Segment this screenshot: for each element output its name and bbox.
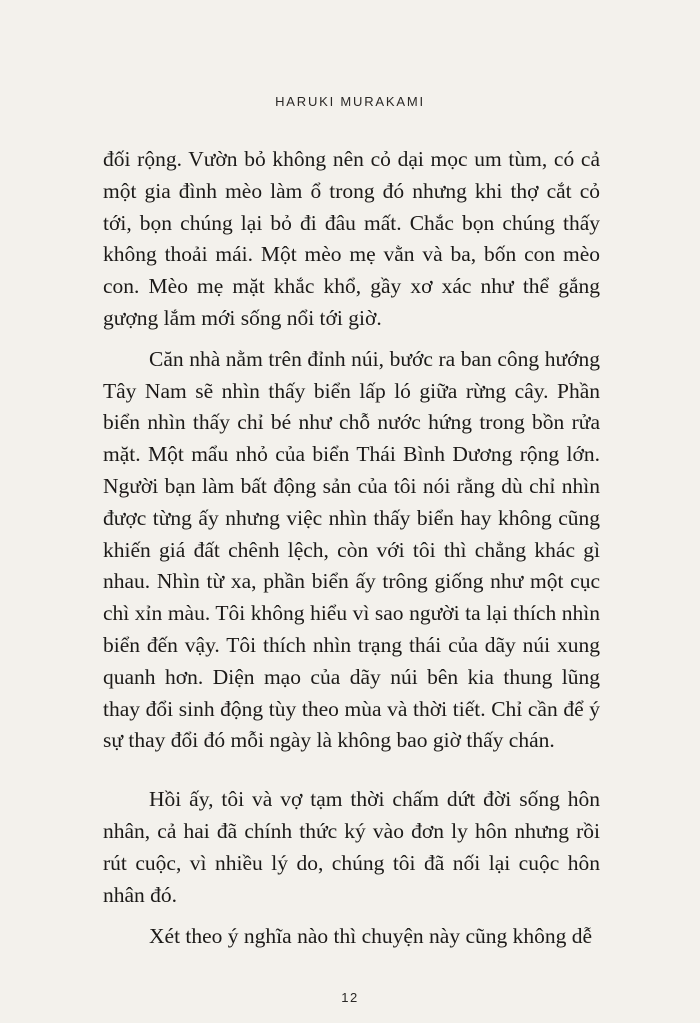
running-head: HARUKI MURAKAMI bbox=[275, 94, 425, 109]
paragraph-4: Xét theo ý nghĩa nào thì chuyện này cũng không dễ bbox=[149, 924, 593, 949]
paragraph-1: đối rộng. Vườn bỏ không nên cỏ dại mọc um tùm, có cả một gia đình mèo làm ổ trong đó nhưng khi thợ cắt cỏ tới, bọn chúng lại bỏ đi đâu mất. Chắc bọn chúng thấy không thoải mái. Một mèo mẹ vằn và ba, bốn con mèo con. Mèo mẹ mặt khắc khổ, gầy xơ xác như thể gắng gượng lắm mới sống nổi tới giờ. bbox=[103, 147, 600, 330]
paragraph-2: Căn nhà nằm trên đỉnh núi, bước ra ban công hướng Tây Nam sẽ nhìn thấy biển lấp ló giữa rừng cây. Phần biển nhìn thấy chỉ bé như chỗ nước hứng trong bồn rửa mặt. Một mẩu nhỏ của biển Thái Bình Dương rộng lớn. Người bạn làm bất động sản của tôi nói rằng dù chỉ nhìn được từng ấy nhưng việc nhìn thấy biển hay không cũng khiến giá đất chênh lệch, còn với tôi thì chẳng khác gì nhau. Nhìn từ xa, phần biển ấy trông giống như một cục chì xỉn màu. Tôi không hiểu vì sao người ta lại thích nhìn biển đến vậy. Tôi thích nhìn trạng thái của dãy núi xung quanh hơn. Diện mạo của dãy núi bên kia thung lũng thay đổi sinh động tùy theo mùa và thời tiết. Chỉ cần để ý sự thay đổi đó mỗi ngày là không bao giờ thấy chán. bbox=[103, 346, 600, 753]
body-text bbox=[103, 144, 600, 953]
paragraph-3: Hồi ấy, tôi và vợ tạm thời chấm dứt đời sống hôn nhân, cả hai đã chính thức ký vào đơn ly hôn nhưng rồi rút cuộc, vì nhiều lý do, chúng tôi đã nối lại cuộc hôn nhân đó. bbox=[103, 787, 600, 907]
page-number: 12 bbox=[341, 990, 359, 1005]
